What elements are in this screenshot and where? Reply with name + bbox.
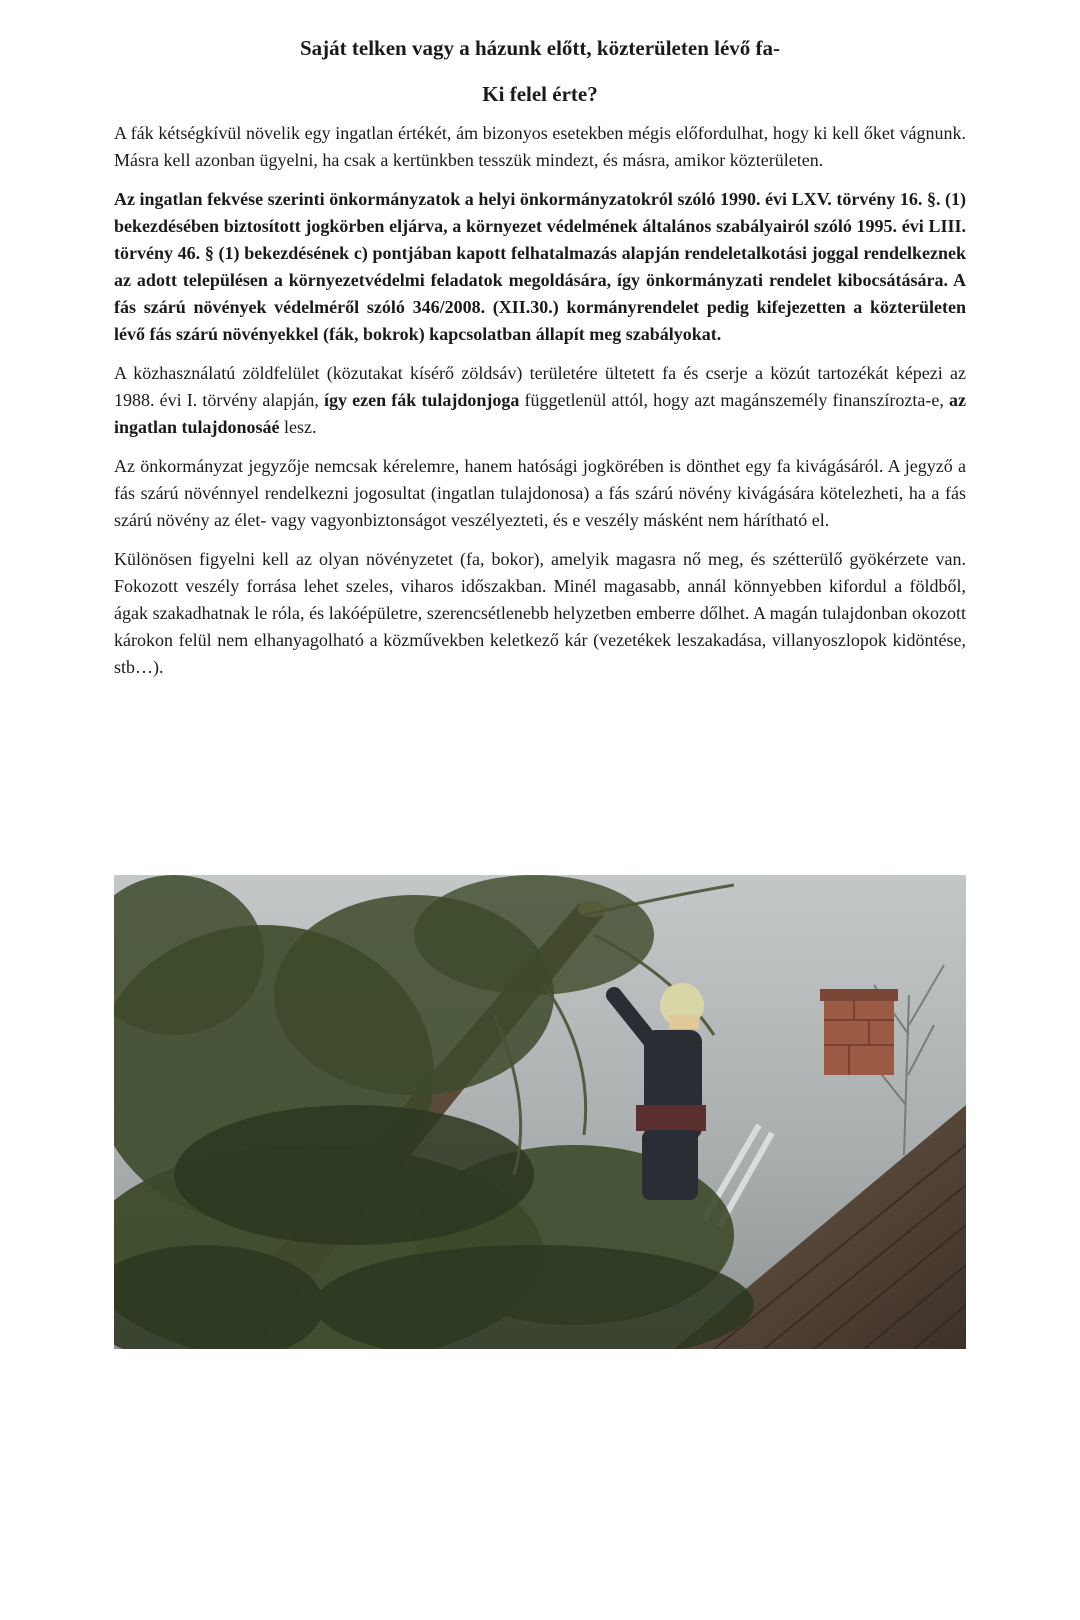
paragraph-ownership-emphasis: az ingatlan tulajdonosáé [114,390,966,437]
paragraph-danger: Különösen figyelni kell az olyan növényzetet (fa, bokor), amelyik magasra nő meg, és szétterülő gyökérzete van. Fokozott veszély forrása lehet szeles, viharos időszakban. Minél magasabb, annál könnyebben kifordul a földből, ágak szakadhatnak le róla, és lakóépületre, szerencsétlenebb helyzetben emberre dőlhet. A magán tulajdonban okozott károkon felül nem elhanyagolható a közművekben keletkező kár (vezetékek leszakadása, villanyoszlopok kidöntése, stb…). [114,549,966,677]
paragraph-ownership-text: A közhasználatú zöldfelület (közutakat kísérő zöldsáv) területére ültetett fa és cserje a közút tartozékát képezi az 1988. évi I. törvény alapján, [114,363,966,410]
document-title: Saját telken vagy a házunk előtt, közterületen lévő fa- [299,36,781,60]
chimney [824,995,894,1075]
paragraph-ownership [114,360,966,441]
tree-removal-illustration [114,875,966,1349]
paragraph-notary: Az önkormányzat jegyzője nemcsak kérelemre, hanem hatósági jogkörében is dönthet egy fa kivágásáról. A jegyző a fás szárú növénnyel rendelkezni jogosultat (ingatlan tulajdonosa) a fás szárú növény kivágására kötelezheti, ha a fás szárú növény az élet- vagy vagyonbiztonságot veszélyezteti, és e veszély másként nem hárítható el. [114,456,966,530]
tree-removal-photo [114,875,966,1349]
paragraph-legal: Az ingatlan fekvése szerinti önkormányzatok a helyi önkormányzatokról szóló 1990. évi LXV. törvény 16. §. (1) bekezdésében biztosított jogkörben eljárva, a környezet védelmének általános szabályairól szóló 1995. évi LIII. törvény 46. § (1) bekezdésének c) pontjában kapott felhatalmazás alapján rendeletalkotási joggal rendelkeznek az adott településen a környezetvédelmi feladatok megoldására, így önkormányzati rendelet kibocsátására. A fás szárú növények védelméről szóló 346/2008. (XII.30.) kormányrendelet pedig kifejezetten a közterületen lévő fás szárú növényekkel (fák, bokrok) kapcsolatban állapít meg szabályokat. [114,189,966,344]
document-subtitle: Ki felel érte? [482,82,598,106]
document-page [114,34,966,693]
paragraph-ownership-emphasis: így ezen fák tulajdonjoga [324,390,520,410]
paragraph-ownership-text: lesz. [279,417,317,437]
paragraph-intro: A fák kétségkívül növelik egy ingatlan értékét, ám bizonyos esetekben mégis előfordulhat, hogy ki kell őket vágnunk. Másra kell azonban ügyelni, ha csak a kertünkben tesszük mindezt, és másra, amikor közterületen. [114,123,966,170]
paragraph-ownership-text: függetlenül attól, hogy azt magánszemély finanszírozta-e, [519,390,949,410]
